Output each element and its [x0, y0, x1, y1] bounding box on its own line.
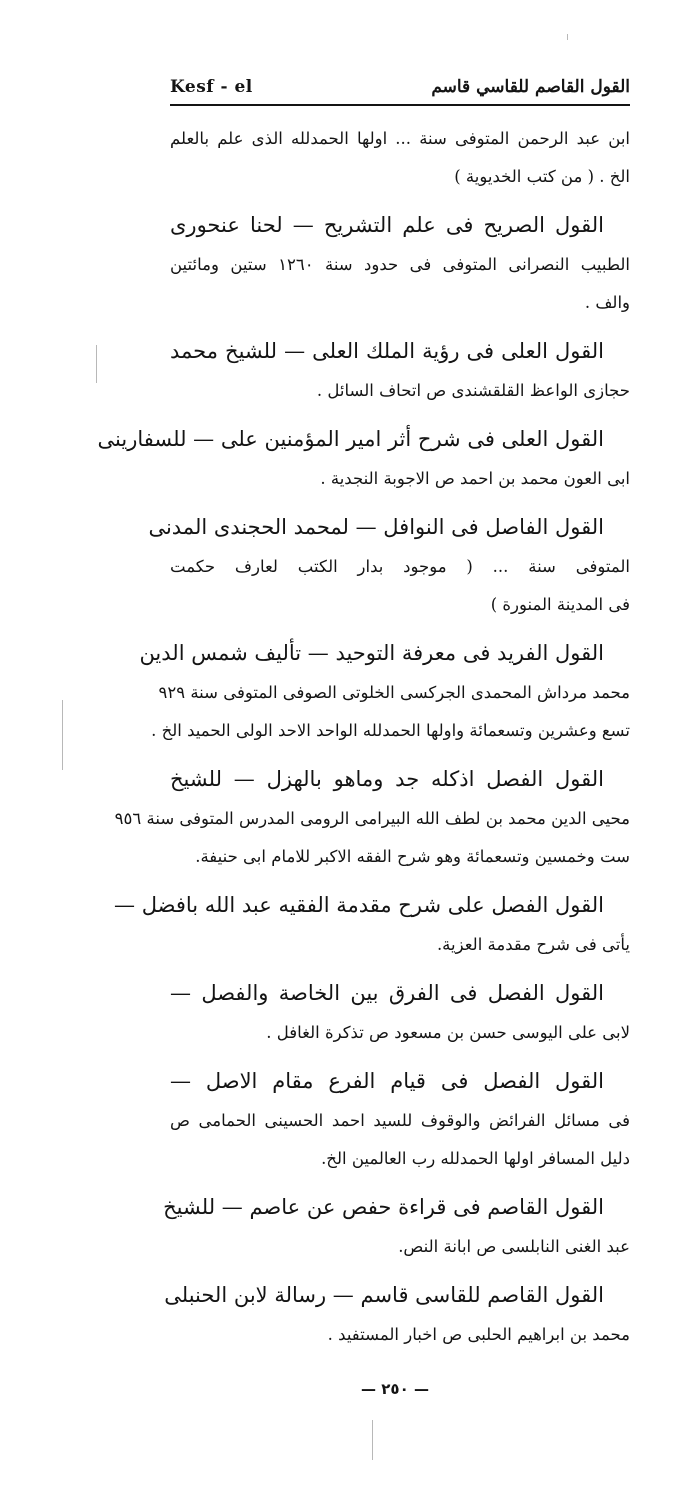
- catalogue-entry: [114, 758, 630, 884]
- entry-gap: [170, 1266, 630, 1274]
- catalogue-entry: [114, 884, 630, 972]
- catalogue-entry: [170, 120, 630, 204]
- entry-text-line: ابن عبد الرحمن المتوفى سنة ... اولها الحمدلله الذى علم بالعلم: [170, 129, 630, 148]
- entry-text-line: تسع وعشرين وتسعمائة واولها الحمدلله الواحد الاحد الولى الحميد الخ .: [151, 721, 630, 740]
- page-number: — ٢٥٠ —: [361, 1380, 429, 1398]
- header-left-title: Kesf - el: [170, 77, 253, 97]
- entry-title-line: القول الفصل على شرح مقدمة الفقيه عبد الله بافضل —: [114, 893, 604, 917]
- entry-text-line: الخ . ( من كتب الخديوية ): [454, 167, 630, 186]
- entry-title-line: القول الفاصل فى النوافل — لمحمد الحجندى المدنى: [148, 515, 604, 539]
- entry-title-line: القول الفصل فى قيام الفرع مقام الاصل —: [170, 1069, 604, 1093]
- entry-gap: [170, 410, 630, 418]
- entry-title-line: القول الفريد فى معرفة التوحيد — تأليف شمس الدين: [139, 641, 604, 665]
- catalogue-entry: [170, 1060, 630, 1186]
- entry-gap: [170, 322, 630, 330]
- entry-text-line: فى مسائل الفرائض والوقوف للسيد احمد الحسينى الحمامى ص: [170, 1111, 630, 1130]
- entry-text-line: محمد مرداش المحمدى الجركسى الخلوتى الصوفى المتوفى سنة ٩٢٩: [158, 683, 630, 702]
- entry-title-line: القول الفصل فى الفرق بين الخاصة والفصل —: [170, 981, 604, 1005]
- entry-text-line: عبد الغنى النابلسى ص ابانة النص.: [398, 1237, 630, 1256]
- entry-title-line: القول العلى فى شرح أثر امير المؤمنين على — للسفارينى: [97, 427, 604, 451]
- scan-mark: [372, 1420, 373, 1460]
- entry-text-line: ابى العون محمد بن احمد ص الاجوبة النجدية .: [320, 469, 630, 488]
- entry-title-line: القول الصريح فى علم التشريح — لحنا عنحورى: [170, 213, 604, 237]
- entry-gap: [170, 1052, 630, 1060]
- catalogue-entry: [170, 972, 630, 1060]
- entry-text-line: محيى الدين محمد بن لطف الله البيرامى الرومى المدرس المتوفى سنة ٩٥٦: [114, 809, 630, 828]
- entry-text-line: حجازى الواعظ القلقشندى ص اتحاف السائل .: [316, 381, 630, 400]
- entry-text-line: ست وخمسين وتسعمائة وهو شرح الفقه الاكبر للامام ابى حنيفة.: [195, 847, 630, 866]
- header-right-title: القول القاصم للقاسي قاسم: [431, 77, 630, 97]
- entry-text-line: محمد بن ابراهيم الحلبى ص اخبار المستفيد .: [327, 1325, 630, 1344]
- entry-text-line: لابى على اليوسى حسن بن مسعود ص تذكرة الغافل .: [266, 1023, 630, 1042]
- catalogue-entry: [163, 1186, 630, 1274]
- entry-gap: [170, 964, 630, 972]
- entry-gap: [170, 498, 630, 506]
- catalogue-entry: [164, 1274, 630, 1354]
- entry-title-line: القول العلى فى رؤية الملك العلى — للشيخ محمد: [170, 339, 604, 363]
- entry-text-line: المتوفى سنة ... ( موجود بدار الكتب لعارف حكمت: [170, 557, 630, 576]
- entry-title-line: القول الفصل اذكله جد وماهو بالهزل — للشيخ: [170, 767, 604, 791]
- entry-title-line: القول القاصم فى قراءة حفص عن عاصم — للشيخ: [163, 1195, 604, 1219]
- catalogue-entry: [148, 506, 630, 632]
- catalogue-entry: [97, 418, 630, 506]
- entry-title-line: القول القاصم للقاسى قاسم — رسالة لابن الحنبلى: [164, 1283, 604, 1307]
- entry-text-line: يأتى فى شرح مقدمة العزية.: [436, 935, 630, 954]
- scan-mark: [62, 700, 63, 770]
- entry-text-line: الطبيب النصرانى المتوفى فى حدود سنة ١٢٦٠ ستين ومائتين: [170, 255, 631, 274]
- scan-mark: [96, 345, 97, 383]
- entry-text-line: فى المدينة المنورة ): [490, 595, 630, 614]
- catalogue-entries: [97, 120, 631, 1354]
- entry-gap: [170, 876, 630, 884]
- entry-text-line: دليل المسافر اولها الحمدلله رب العالمين الخ.: [321, 1149, 630, 1168]
- entry-gap: [170, 750, 630, 758]
- catalogue-entry: [170, 330, 630, 418]
- catalogue-entry: [170, 204, 630, 330]
- scan-mark: [567, 34, 568, 40]
- entry-gap: [170, 1178, 630, 1186]
- running-header: [170, 70, 630, 106]
- catalogue-entry: [139, 632, 630, 758]
- entry-text-line: والف .: [584, 293, 630, 312]
- entry-gap: [170, 196, 630, 204]
- entry-gap: [170, 624, 630, 632]
